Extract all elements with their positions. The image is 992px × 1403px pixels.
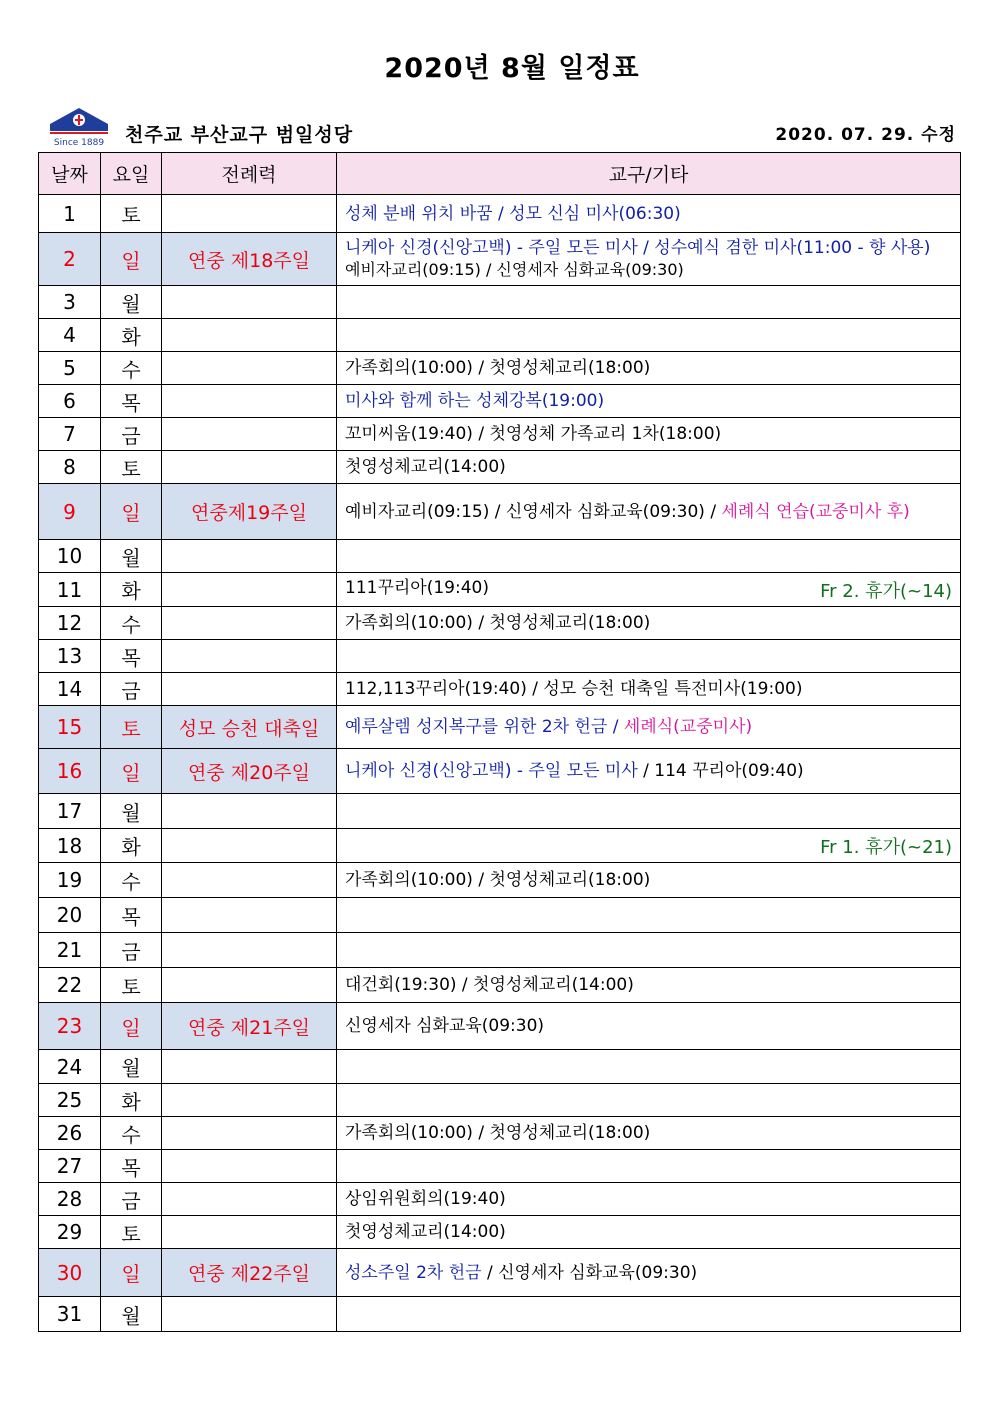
weekday-cell: 일 bbox=[101, 1003, 162, 1050]
day-cell: 17 bbox=[39, 794, 101, 829]
liturgy-cell bbox=[162, 968, 337, 1003]
note-line bbox=[345, 423, 952, 445]
note-segment: 가족회의(10:00) / 첫영성체교리(18:00) bbox=[345, 358, 651, 378]
table-row bbox=[39, 968, 961, 1003]
liturgy-cell bbox=[162, 385, 337, 418]
note-line bbox=[345, 1188, 952, 1210]
liturgy-cell bbox=[162, 352, 337, 385]
note-segment: 111꾸리아(19:40) bbox=[345, 577, 489, 598]
weekday-cell: 목 bbox=[101, 385, 162, 418]
notes-cell bbox=[337, 749, 961, 794]
day-cell: 14 bbox=[39, 673, 101, 706]
day-cell: 7 bbox=[39, 418, 101, 451]
liturgy-cell: 연중 제22주일 bbox=[162, 1249, 337, 1297]
logo-since-text: Since 1889 bbox=[53, 138, 105, 148]
notes-cell bbox=[337, 673, 961, 706]
day-cell: 24 bbox=[39, 1050, 101, 1084]
note-line bbox=[345, 1015, 952, 1037]
day-cell: 11 bbox=[39, 573, 101, 607]
day-cell: 19 bbox=[39, 863, 101, 898]
notes-cell bbox=[337, 286, 961, 319]
note-segment: 가족회의(10:00) / 첫영성체교리(18:00) bbox=[345, 613, 651, 633]
table-row bbox=[39, 607, 961, 640]
notes-cell bbox=[337, 1117, 961, 1150]
header-day: 날짜 bbox=[39, 153, 101, 195]
liturgy-cell bbox=[162, 829, 337, 863]
notes-cell bbox=[337, 863, 961, 898]
day-cell: 26 bbox=[39, 1117, 101, 1150]
weekday-cell: 금 bbox=[101, 933, 162, 968]
day-cell: 30 bbox=[39, 1249, 101, 1297]
notes-cell bbox=[337, 1084, 961, 1117]
liturgy-cell bbox=[162, 418, 337, 451]
note-segment: 미사와 함께 하는 성체강복(19:00) bbox=[345, 391, 605, 411]
weekday-cell: 토 bbox=[101, 451, 162, 484]
notes-cell bbox=[337, 829, 961, 863]
liturgy-cell bbox=[162, 1150, 337, 1183]
day-cell: 29 bbox=[39, 1216, 101, 1249]
day-cell: 10 bbox=[39, 540, 101, 573]
header-dow: 요일 bbox=[101, 153, 162, 195]
note-segment: 상임위원회의(19:40) bbox=[345, 1189, 506, 1209]
day-cell: 13 bbox=[39, 640, 101, 673]
note-segment: / 114 꾸리아(09:40) bbox=[637, 761, 804, 781]
liturgy-cell bbox=[162, 573, 337, 607]
weekday-cell: 수 bbox=[101, 1117, 162, 1150]
day-cell: 31 bbox=[39, 1297, 101, 1332]
liturgy-cell bbox=[162, 1183, 337, 1216]
weekday-cell: 월 bbox=[101, 286, 162, 319]
note-segment: 신영세자 심화교육(09:30) bbox=[345, 1016, 545, 1036]
weekday-cell: 화 bbox=[101, 1084, 162, 1117]
day-cell: 12 bbox=[39, 607, 101, 640]
note-line bbox=[345, 357, 952, 379]
liturgy-cell bbox=[162, 1117, 337, 1150]
notes-cell bbox=[337, 640, 961, 673]
note-segment: 예루살렘 성지복구를 위한 2차 헌금 / bbox=[345, 717, 624, 737]
notes-cell bbox=[337, 233, 961, 286]
note-segment: 니케아 신경(신앙고백) - 주일 모든 미사 / 성수예식 겸한 미사(11:00 - 향 사용) bbox=[345, 238, 931, 258]
parish-name: 천주교 부산교구 범일성당 bbox=[125, 124, 354, 146]
table-row bbox=[39, 451, 961, 484]
weekday-cell: 토 bbox=[101, 1216, 162, 1249]
notes-cell bbox=[337, 451, 961, 484]
table-row bbox=[39, 385, 961, 418]
table-row bbox=[39, 706, 961, 749]
weekday-cell: 일 bbox=[101, 484, 162, 540]
note-segment: 가족회의(10:00) / 첫영성체교리(18:00) bbox=[345, 1123, 651, 1143]
weekday-cell: 일 bbox=[101, 749, 162, 794]
table-row bbox=[39, 749, 961, 794]
day-cell: 3 bbox=[39, 286, 101, 319]
note-line bbox=[345, 390, 952, 412]
note-segment: 성체 분배 위치 바꿈 / 성모 신심 미사(06:30) bbox=[345, 203, 681, 224]
table-row bbox=[39, 484, 961, 540]
weekday-cell: 월 bbox=[101, 794, 162, 829]
note-line bbox=[345, 716, 952, 738]
note-segment: 112,113꾸리아(19:40) / 성모 승천 대축일 특전미사(19:00) bbox=[345, 679, 803, 699]
header-row bbox=[39, 153, 961, 195]
day-cell: 25 bbox=[39, 1084, 101, 1117]
note-line bbox=[345, 237, 952, 259]
table-row bbox=[39, 352, 961, 385]
table-row bbox=[39, 640, 961, 673]
liturgy-cell bbox=[162, 794, 337, 829]
liturgy-cell: 연중 제21주일 bbox=[162, 1003, 337, 1050]
liturgy-cell bbox=[162, 1297, 337, 1332]
note-segment: 예비자교리(09:15) / 신영세자 심화교육(09:30) bbox=[345, 260, 684, 279]
notes-cell bbox=[337, 319, 961, 352]
table-row bbox=[39, 286, 961, 319]
liturgy-cell bbox=[162, 195, 337, 233]
day-cell: 1 bbox=[39, 195, 101, 233]
note-line bbox=[345, 456, 952, 478]
table-row bbox=[39, 319, 961, 352]
table-row bbox=[39, 540, 961, 573]
schedule-body bbox=[39, 195, 961, 1332]
day-cell: 16 bbox=[39, 749, 101, 794]
liturgy-cell: 성모 승천 대축일 bbox=[162, 706, 337, 749]
table-row bbox=[39, 898, 961, 933]
day-cell: 20 bbox=[39, 898, 101, 933]
revision-date: 2020. 07. 29. 수정 bbox=[775, 125, 956, 145]
table-row bbox=[39, 829, 961, 863]
notes-cell bbox=[337, 933, 961, 968]
note-segment: 꼬미씨움(19:40) / 첫영성체 가족교리 1차(18:00) bbox=[345, 424, 722, 444]
notes-cell bbox=[337, 352, 961, 385]
notes-cell bbox=[337, 607, 961, 640]
table-row bbox=[39, 1003, 961, 1050]
notes-cell bbox=[337, 706, 961, 749]
liturgy-cell bbox=[162, 1084, 337, 1117]
weekday-cell: 목 bbox=[101, 1150, 162, 1183]
note-segment: 성소주일 2차 헌금 bbox=[345, 1262, 482, 1283]
day-cell: 22 bbox=[39, 968, 101, 1003]
header-liturgy: 전례력 bbox=[162, 153, 337, 195]
liturgy-cell bbox=[162, 286, 337, 319]
page-title: 2020년 8월 일정표 bbox=[384, 53, 640, 84]
vacation-note: Fr 1. 휴가(~21) bbox=[820, 836, 952, 858]
day-cell: 8 bbox=[39, 451, 101, 484]
notes-cell bbox=[337, 484, 961, 540]
notes-cell bbox=[337, 385, 961, 418]
liturgy-cell bbox=[162, 863, 337, 898]
weekday-cell: 화 bbox=[101, 319, 162, 352]
note-segment: 세례식 연습(교중미사 후) bbox=[721, 501, 910, 522]
note-line bbox=[345, 760, 952, 782]
notes-cell bbox=[337, 1003, 961, 1050]
note-line bbox=[345, 259, 952, 281]
note-segment: / 신영세자 심화교육(09:30) bbox=[481, 1262, 698, 1283]
table-row bbox=[39, 1216, 961, 1249]
table-row bbox=[39, 1249, 961, 1297]
notes-cell bbox=[337, 195, 961, 233]
notes-cell bbox=[337, 1249, 961, 1297]
note-segment: 세례식(교중미사) bbox=[623, 717, 753, 737]
day-cell: 21 bbox=[39, 933, 101, 968]
notes-cell bbox=[337, 1150, 961, 1183]
liturgy-cell bbox=[162, 933, 337, 968]
weekday-cell: 토 bbox=[101, 968, 162, 1003]
weekday-cell: 월 bbox=[101, 1297, 162, 1332]
note-line bbox=[345, 1221, 952, 1243]
note-segment: 가족회의(10:00) / 첫영성체교리(18:00) bbox=[345, 870, 651, 890]
liturgy-cell bbox=[162, 1050, 337, 1084]
notes-cell bbox=[337, 573, 961, 607]
table-row bbox=[39, 933, 961, 968]
day-cell: 23 bbox=[39, 1003, 101, 1050]
liturgy-cell bbox=[162, 319, 337, 352]
table-row bbox=[39, 1050, 961, 1084]
note-line bbox=[345, 869, 952, 891]
liturgy-cell bbox=[162, 640, 337, 673]
note-segment: 예비자교리(09:15) / 신영세자 심화교육(09:30) / bbox=[345, 501, 722, 522]
day-cell: 15 bbox=[39, 706, 101, 749]
day-cell: 6 bbox=[39, 385, 101, 418]
table-row bbox=[39, 673, 961, 706]
weekday-cell: 목 bbox=[101, 640, 162, 673]
notes-cell bbox=[337, 418, 961, 451]
notes-cell bbox=[337, 1050, 961, 1084]
weekday-cell: 화 bbox=[101, 573, 162, 607]
day-cell: 4 bbox=[39, 319, 101, 352]
table-row bbox=[39, 1117, 961, 1150]
weekday-cell: 토 bbox=[101, 195, 162, 233]
weekday-cell: 일 bbox=[101, 1249, 162, 1297]
day-cell: 2 bbox=[39, 233, 101, 286]
table-row bbox=[39, 1150, 961, 1183]
schedule-table bbox=[38, 152, 961, 1332]
weekday-cell: 수 bbox=[101, 352, 162, 385]
day-cell: 5 bbox=[39, 352, 101, 385]
day-cell: 28 bbox=[39, 1183, 101, 1216]
liturgy-cell bbox=[162, 1216, 337, 1249]
liturgy-cell bbox=[162, 898, 337, 933]
note-line bbox=[345, 974, 952, 996]
header-notes: 교구/기타 bbox=[337, 153, 961, 195]
note-line bbox=[345, 1122, 952, 1144]
table-row bbox=[39, 1297, 961, 1332]
liturgy-cell bbox=[162, 451, 337, 484]
notes-cell bbox=[337, 898, 961, 933]
table-row bbox=[39, 794, 961, 829]
notes-cell bbox=[337, 968, 961, 1003]
weekday-cell: 수 bbox=[101, 863, 162, 898]
parish-logo bbox=[44, 104, 114, 148]
notes-cell bbox=[337, 1183, 961, 1216]
note-segment: 니케아 신경(신앙고백) - 주일 모든 미사 bbox=[345, 761, 638, 781]
note-segment: 첫영성체교리(14:00) bbox=[345, 1222, 506, 1242]
liturgy-cell: 연중 제18주일 bbox=[162, 233, 337, 286]
liturgy-cell bbox=[162, 540, 337, 573]
weekday-cell: 목 bbox=[101, 898, 162, 933]
note-line bbox=[345, 612, 952, 634]
note-line bbox=[345, 1262, 952, 1284]
weekday-cell: 토 bbox=[101, 706, 162, 749]
liturgy-cell bbox=[162, 673, 337, 706]
weekday-cell: 화 bbox=[101, 829, 162, 863]
weekday-cell: 월 bbox=[101, 540, 162, 573]
notes-cell bbox=[337, 1297, 961, 1332]
notes-cell bbox=[337, 540, 961, 573]
weekday-cell: 일 bbox=[101, 233, 162, 286]
table-row bbox=[39, 195, 961, 233]
liturgy-cell: 연중 제20주일 bbox=[162, 749, 337, 794]
note-line bbox=[345, 678, 952, 700]
note-line bbox=[345, 501, 952, 523]
note-line bbox=[345, 203, 952, 225]
table-row bbox=[39, 418, 961, 451]
liturgy-cell: 연중제19주일 bbox=[162, 484, 337, 540]
notes-cell bbox=[337, 1216, 961, 1249]
table-row bbox=[39, 1183, 961, 1216]
vacation-note: Fr 2. 휴가(~14) bbox=[820, 580, 952, 602]
notes-cell bbox=[337, 794, 961, 829]
day-cell: 18 bbox=[39, 829, 101, 863]
weekday-cell: 금 bbox=[101, 673, 162, 706]
weekday-cell: 금 bbox=[101, 418, 162, 451]
table-row bbox=[39, 1084, 961, 1117]
table-row bbox=[39, 573, 961, 607]
liturgy-cell bbox=[162, 607, 337, 640]
day-cell: 9 bbox=[39, 484, 101, 540]
weekday-cell: 월 bbox=[101, 1050, 162, 1084]
note-segment: 첫영성체교리(14:00) bbox=[345, 457, 506, 477]
table-row bbox=[39, 233, 961, 286]
day-cell: 27 bbox=[39, 1150, 101, 1183]
weekday-cell: 금 bbox=[101, 1183, 162, 1216]
table-row bbox=[39, 863, 961, 898]
weekday-cell: 수 bbox=[101, 607, 162, 640]
note-segment: 대건회(19:30) / 첫영성체교리(14:00) bbox=[345, 975, 634, 995]
